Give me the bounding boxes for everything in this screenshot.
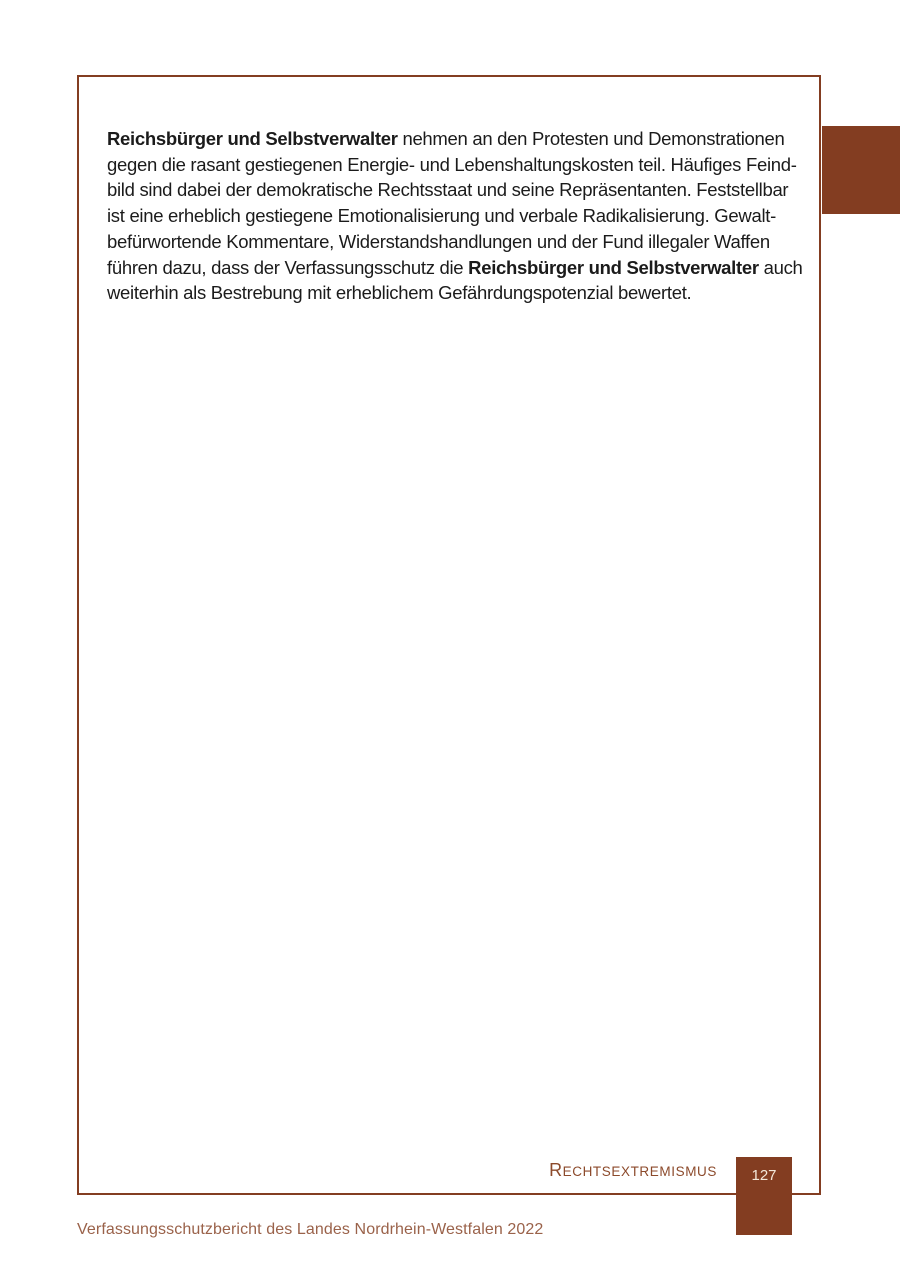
page-number: 127 (751, 1167, 777, 1184)
body-text: gegen die rasant gestiegenen Energie- und Lebenshaltungskosten teil. Häufiges Feind- (107, 153, 797, 175)
chapter-label-initial: R (549, 1160, 563, 1180)
document-footer-title: Verfassungsschutzbericht des Landes Nordrhein-Westfalen 2022 (77, 1221, 544, 1238)
chapter-label-rest: ECHTSEXTREMISMUS (562, 1164, 717, 1179)
bold-text: Reichsbürger und Selbstverwalter (107, 128, 398, 149)
paragraph-line (107, 203, 807, 229)
body-text: bild sind dabei der demokratische Rechtsstaat und seine Repräsentanten. Feststellbar (107, 179, 789, 201)
paragraph-line (107, 126, 807, 152)
paragraph-line (107, 280, 807, 306)
body-text: befürwortende Kommentare, Widerstandshandlungen und der Fund illegaler Waffen (107, 230, 770, 252)
paragraph-line (107, 177, 807, 203)
article-paragraph (107, 126, 807, 306)
paragraph-line (107, 229, 807, 255)
chapter-side-tab (822, 126, 900, 214)
page-number-box (736, 1157, 792, 1235)
paragraph-line (107, 255, 807, 281)
running-footer-chapter-label (549, 1160, 717, 1181)
body-text: weiterhin als Bestrebung mit erheblichem Gefährdungspotenzial bewertet. (107, 282, 692, 304)
bold-text: Reichsbürger und Selbstverwalter (468, 256, 759, 278)
paragraph-line (107, 152, 807, 178)
body-text: führen dazu, dass der Verfassungsschutz die (107, 256, 469, 278)
body-text: nehmen an den Protesten und Demonstrationen (397, 128, 785, 149)
body-text: auch (758, 256, 803, 278)
body-text: ist eine erheblich gestiegene Emotionalisierung und verbale Radikalisierung. Gewalt- (107, 205, 776, 227)
